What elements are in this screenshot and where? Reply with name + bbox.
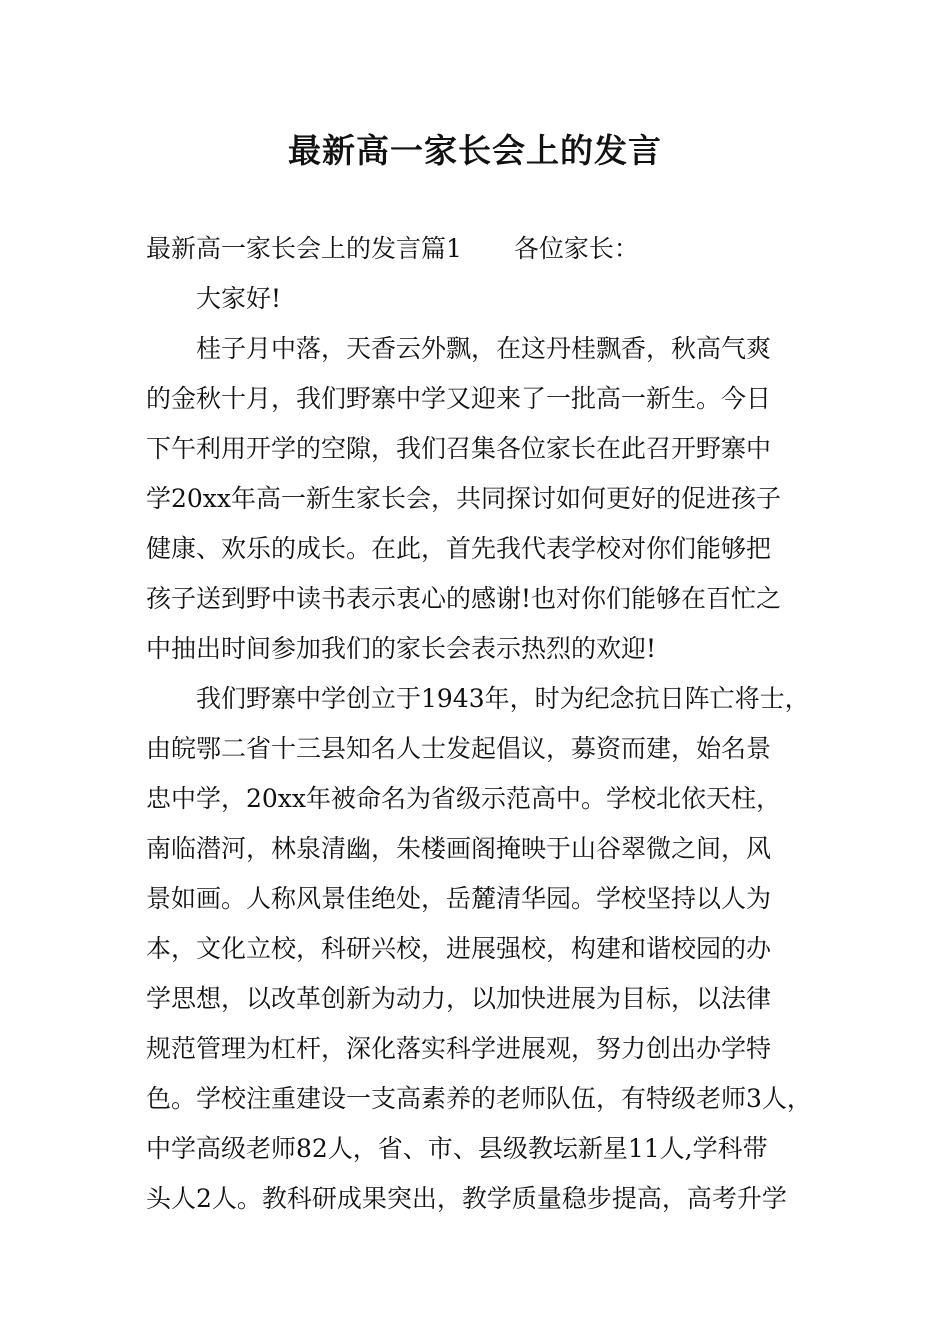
- salutation: 各位家长：: [513, 234, 639, 263]
- text-line: 色。学校注重建设一支高素养的老师队伍，有特级老师3人，: [146, 1084, 812, 1113]
- text-line: 中抽出时间参加我们的家长会表示热烈的欢迎!: [146, 634, 657, 663]
- text-line: 头人2人。教科研成果突出，教学质量稳步提高，高考升学: [146, 1184, 787, 1213]
- text-line: 我们野寨中学创立于1943年，时为纪念抗日阵亡将士，: [196, 684, 810, 713]
- text-line: 学思想，以改革创新为动力，以加快进展为目标，以法律: [146, 984, 772, 1013]
- text-line: 规范管理为杠杆，深化落实科学进展观，努力创出办学特: [146, 1034, 772, 1063]
- document-body: [146, 224, 826, 1224]
- text-line: 桂子月中落，天香云外飘，在这丹桂飘香，秋高气爽: [196, 334, 772, 363]
- text-line: 中学高级老师82人，省、市、县级教坛新星11人,学科带: [146, 1134, 768, 1163]
- section-heading-line: [146, 224, 826, 274]
- document-title: 最新高一家长会上的发言: [288, 131, 662, 170]
- text-line: 由皖鄂二省十三县知名人士发起倡议，募资而建，始名景: [146, 734, 772, 763]
- section-heading: 最新高一家长会上的发言篇1: [146, 234, 462, 263]
- text-line: 的金秋十月，我们野寨中学又迎来了一批高一新生。今日: [146, 384, 772, 413]
- text-line: 大家好!: [196, 284, 282, 313]
- text-line: 学20xx年高一新生家长会，共同探讨如何更好的促进孩子: [146, 484, 782, 513]
- text-line: 景如画。人称风景佳绝处，岳麓清华园。学校坚持以人为: [146, 884, 772, 913]
- text-line: 本，文化立校，科研兴校，进展强校，构建和谐校园的办: [146, 934, 772, 963]
- text-line: 忠中学，20xx年被命名为省级示范高中。学校北依天柱，: [146, 784, 782, 813]
- text-line: 孩子送到野中读书表示衷心的感谢!也对你们能够在百忙之: [146, 584, 782, 613]
- text-line: 下午利用开学的空隙，我们召集各位家长在此召开野寨中: [146, 434, 772, 463]
- text-line: 健康、欢乐的成长。在此，首先我代表学校对你们能够把: [146, 534, 772, 563]
- text-line: 南临潜河，林泉清幽，朱楼画阁掩映于山谷翠微之间，风: [146, 834, 772, 863]
- body-lines: [146, 274, 826, 1224]
